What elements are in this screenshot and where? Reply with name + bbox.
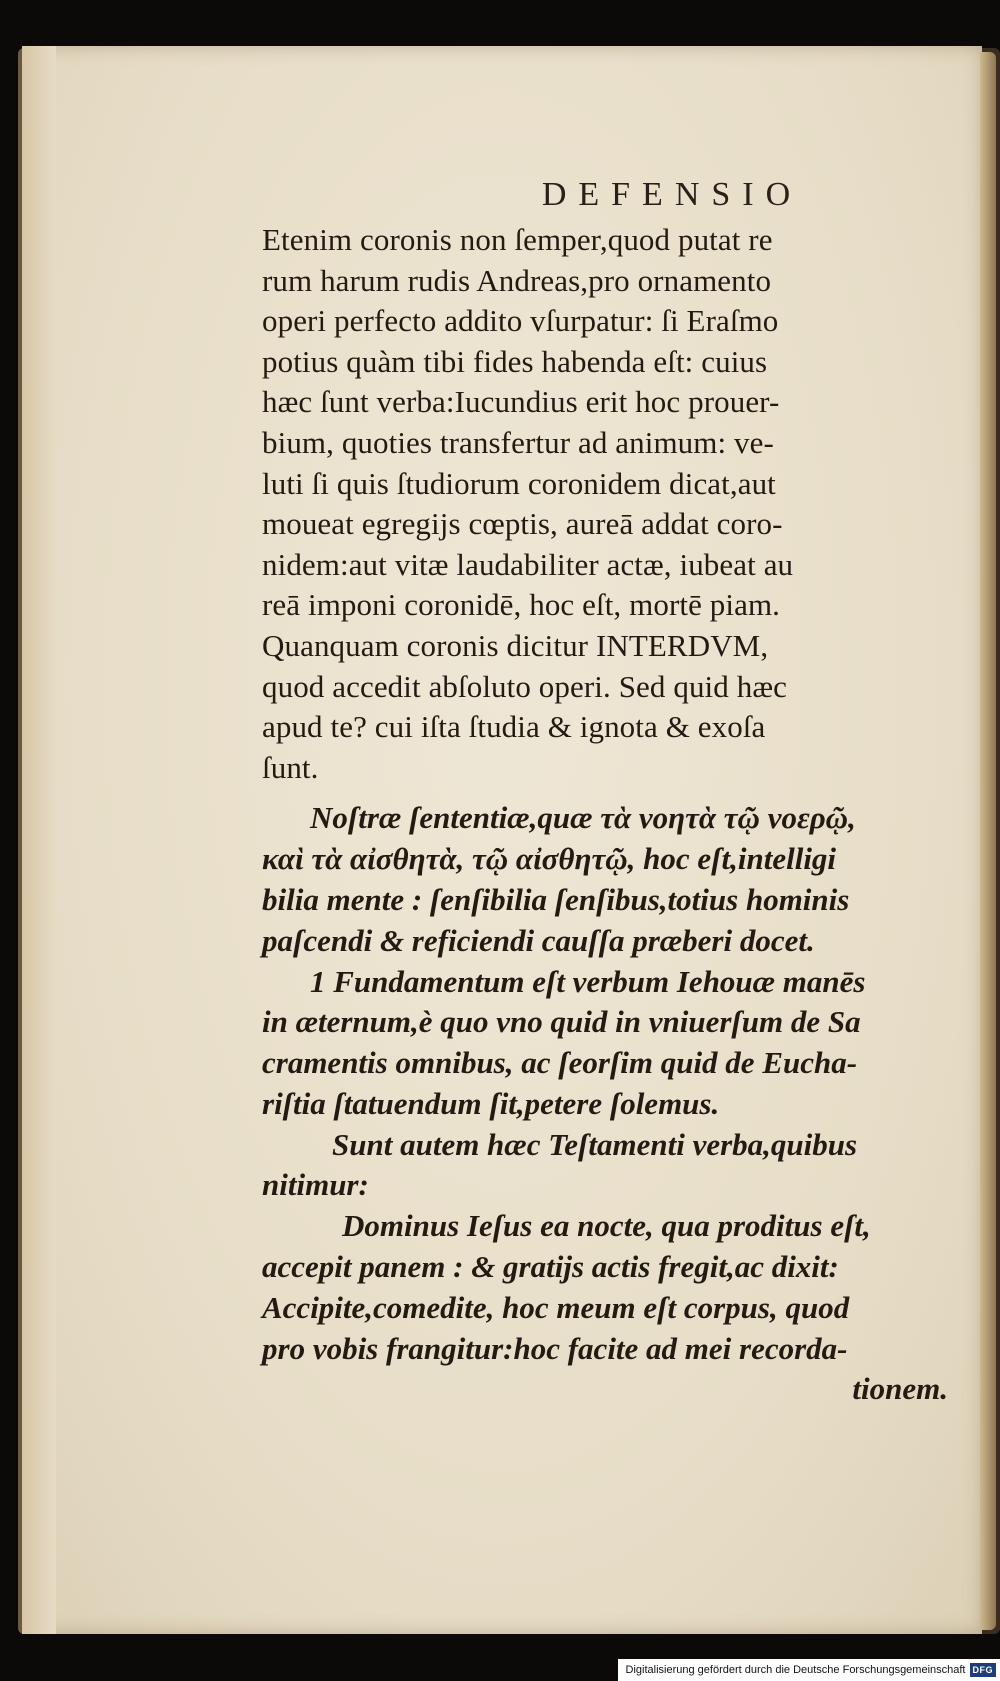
text-line: Noſtræ ſententiæ,quæ τὰ νοητὰ τῷ νοερῷ, [310,800,856,836]
italic-paragraph-1 [262,798,962,961]
italic-paragraph-4-end [262,1369,962,1410]
text-line: operi perfecto addito vſurpatur: ſi Eraſmo [262,303,779,339]
text-line: bilia mente : ſenſibilia ſenſibus,totius hominis [262,881,850,917]
dfg-logo-icon: DFG [970,1663,997,1677]
text-line: Sunt autem hæc Teſtamenti verba,quibus [332,1126,858,1162]
text-line: apud te? cui iſta ſtudia & ignota & exoſa [262,709,766,745]
text-line: pro vobis frangitur:hoc facite ad mei recorda- [262,1330,848,1366]
text-line: nidem:aut vitæ laudabiliter actæ, iubeat au [262,546,794,582]
italic-paragraph-3 [262,1125,962,1207]
text-line: Etenim coronis non ſemper,quod putat re [262,222,773,257]
running-head: DEFENSIO [541,176,803,213]
text-line: nitimur: [262,1167,369,1203]
text-line: Dominus Ieſus ea nocte, qua proditus eſt, [342,1208,871,1244]
text-line: hæc ſunt verba:Iucundius erit hoc prouer- [262,384,780,420]
italic-paragraph-4 [262,1206,962,1369]
digitization-credit [618,1659,1000,1681]
italic-paragraph-2 [262,962,962,1125]
text-line: luti ſi quis ſtudiorum coronidem dicat,aut [262,465,776,501]
text-line: bium, quoties transfertur ad animum: ve- [262,424,774,460]
text-line: accepit panem : & gratijs actis fregit,ac dixit: [262,1249,839,1285]
roman-paragraph [262,220,962,788]
text-line: in æternum,è quo vno quid in vniuerſum de Sa [262,1004,861,1040]
text-line: καὶ τὰ αἰσθητὰ, τῷ αἰσθητῷ, hoc eſt,intelligi [262,841,837,877]
book-page [22,46,982,1634]
page-fore-edge [980,52,996,1630]
text-line: Accipite,comedite, hoc meum eſt corpus, quod [262,1289,850,1325]
text-line: ſunt. [262,749,319,785]
text-line: tionem. [852,1371,948,1407]
text-block [262,176,962,1410]
text-line: moueat egregijs cœptis, aureā addat coro- [262,506,783,542]
text-line: paſcendi & reficiendi cauſſa præberi docet. [262,922,815,958]
credit-text: Digitalisierung gefördert durch die Deutsche Forschungsgemeinschaft [625,1664,966,1676]
text-line: rum harum rudis Andreas,pro ornamento [262,262,772,298]
text-line: cramentis omnibus, ac ſeorſim quid de Eucha- [262,1045,858,1081]
text-line: 1 Fundamentum eſt verbum Iehouæ manēs [310,963,866,999]
text-line: reā imponi coronidē, hoc eſt, mortē piam. [262,587,781,623]
text-line: riſtia ſtatuendum ſit,petere ſolemus. [262,1085,720,1121]
text-line: Quanquam coronis dicitur INTERDVM, [262,627,769,663]
text-line: potius quàm tibi fides habenda eſt: cuius [262,343,768,379]
text-line: quod accedit abſoluto operi. Sed quid hæc [262,668,787,704]
page-gutter [22,46,56,1634]
